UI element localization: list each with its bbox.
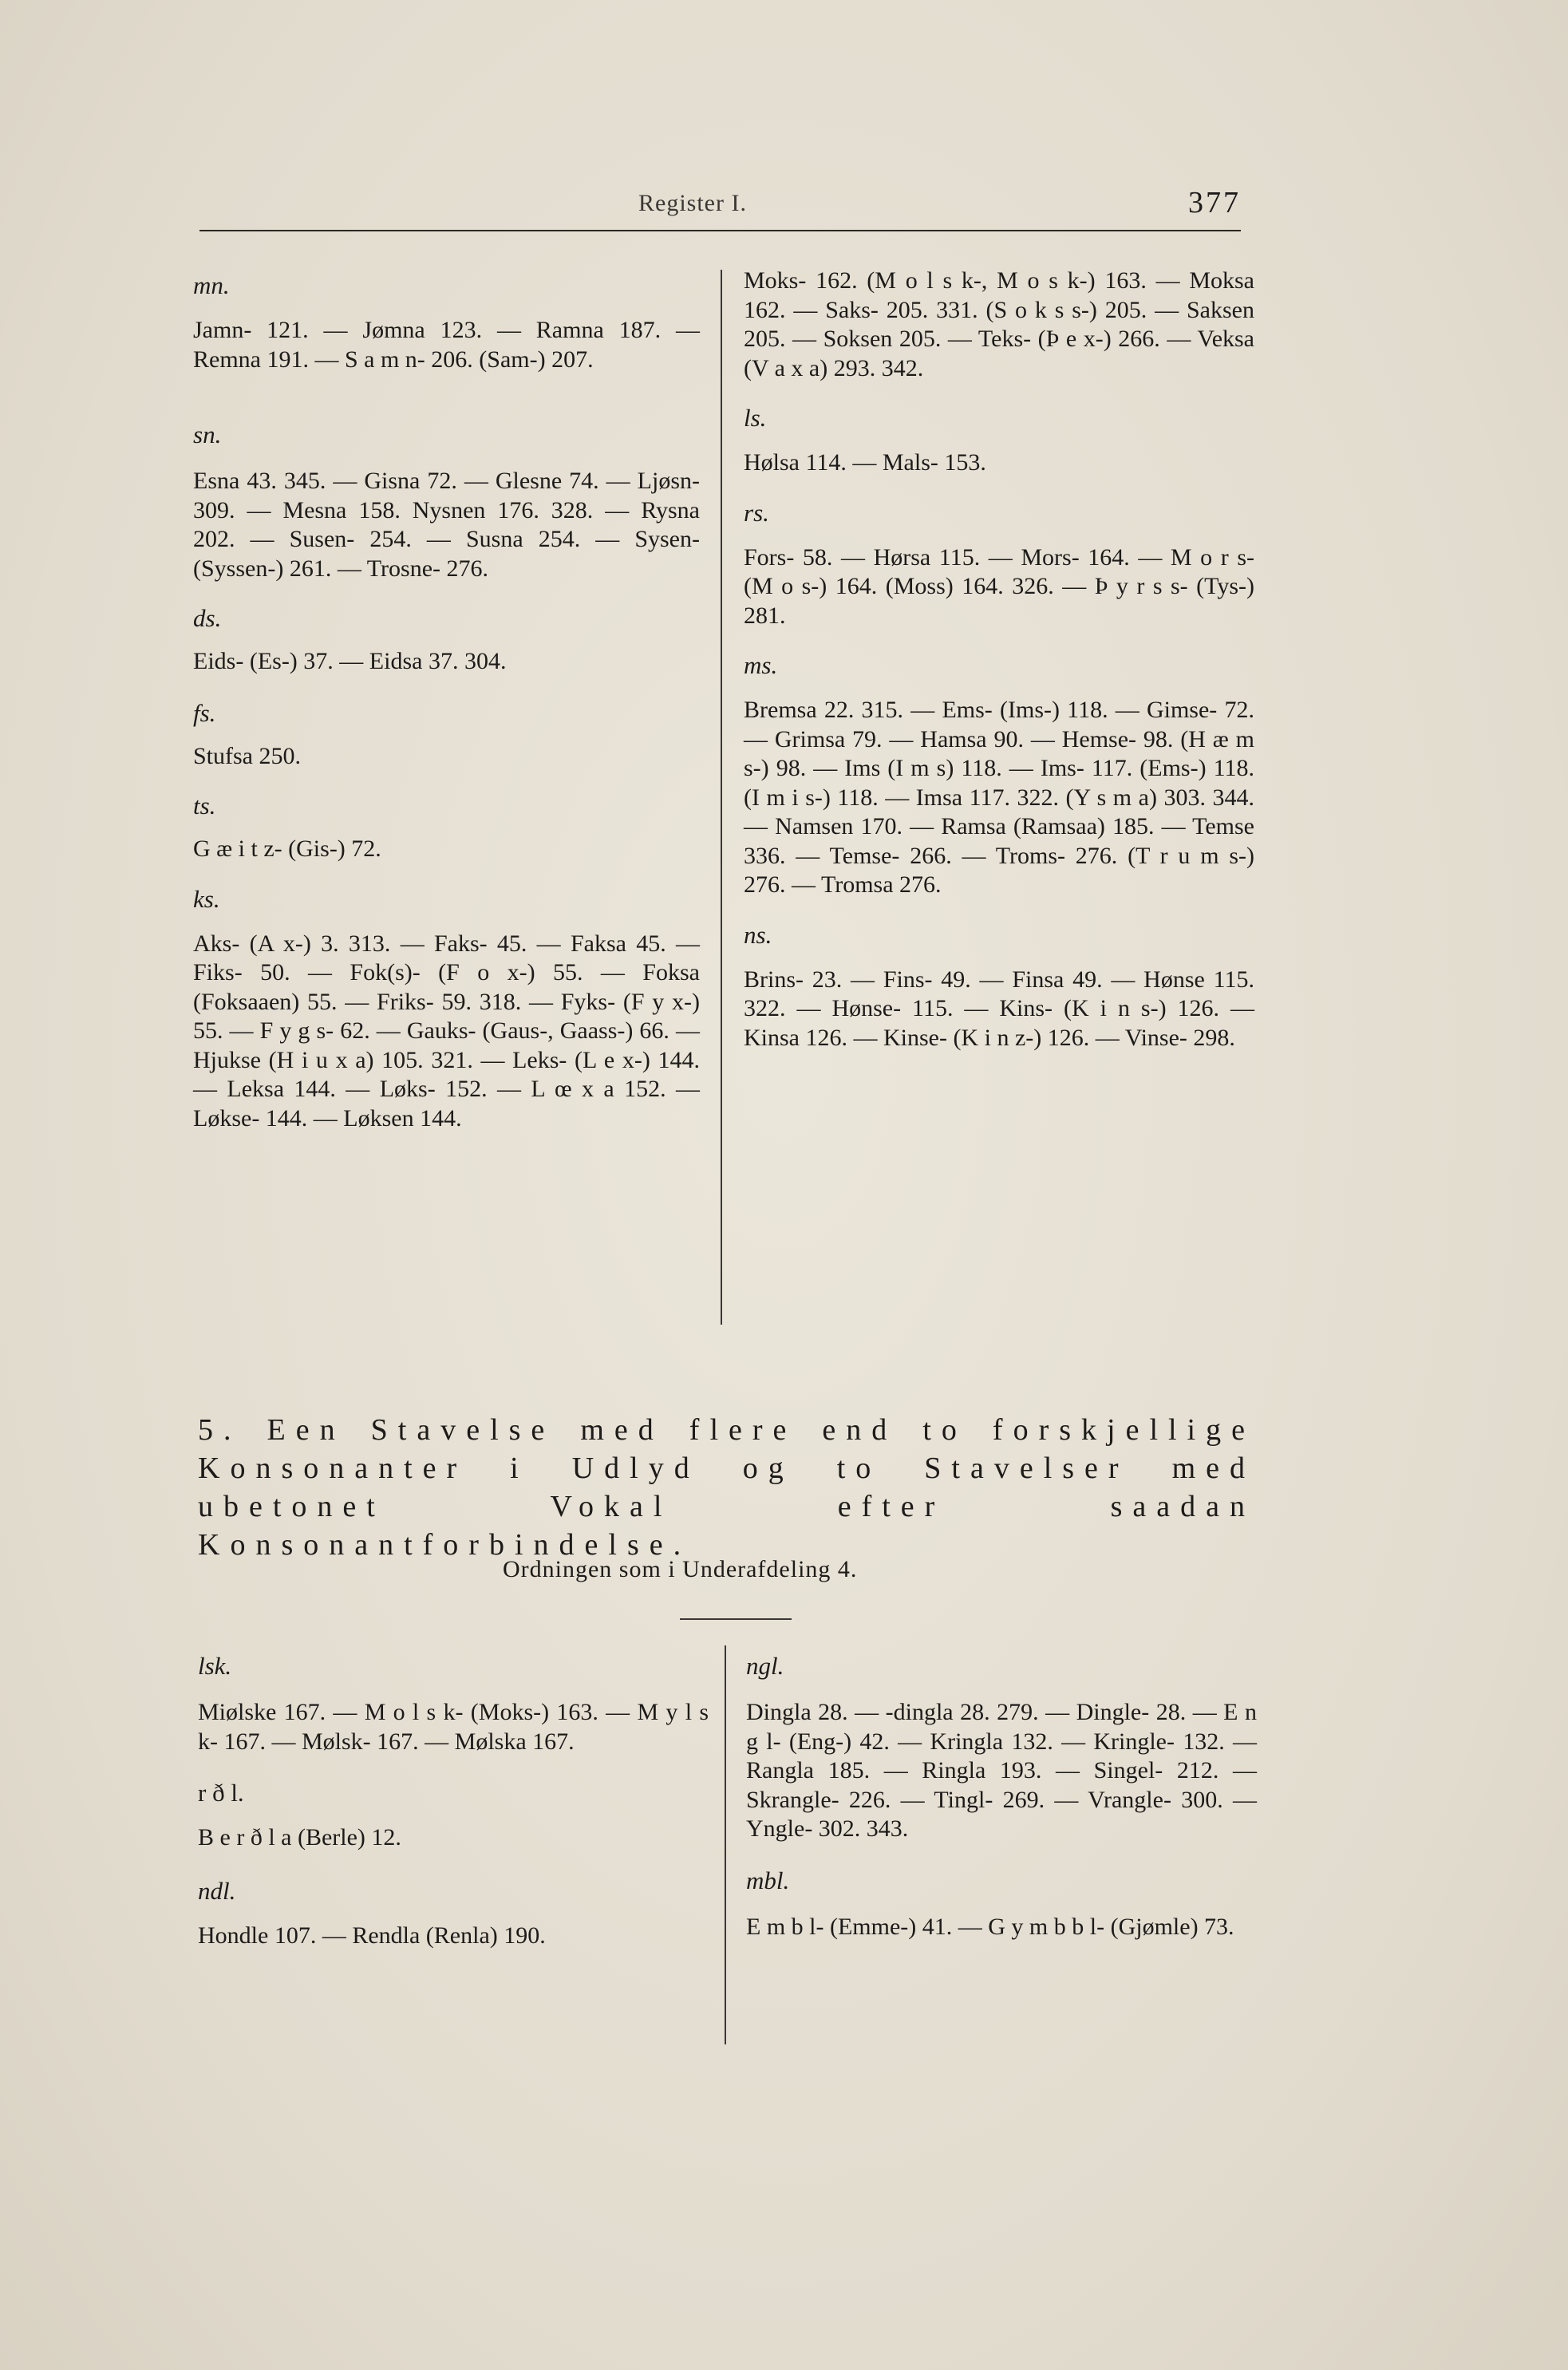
entry-group-rdl [198, 1779, 709, 1853]
group-entries: Fors- 58. — Hørsa 115. — Mors- 164. — M o r s- (M o s-) 164. (Moss) 164. 326. — Þ y r s s- (Tys-) 281. [744, 543, 1254, 629]
entry-group-ks-continued [744, 267, 1254, 383]
left-column-top [193, 271, 700, 1133]
section-note: Ordningen som i Underafdeling 4. [503, 1556, 858, 1582]
group-entries: Jamn- 121. — Jømna 123. — Ramna 187. — Remna 191. — S a m n- 206. (Sam-) 207. [193, 317, 700, 373]
entry-group-sn [193, 421, 700, 583]
group-entries: Hølsa 114. — Mals- 153. [744, 449, 986, 476]
entry-group-ks [193, 885, 700, 1134]
column-divider-top [721, 270, 722, 1325]
entry-group-ms [744, 651, 1254, 900]
section-heading: 5. Een Stavelse med flere end to forskjellige Konsonanter i Udlyd og to Stavelser med ubetonet Vokal efter saadan Konsonantforbindelse. [198, 1413, 1255, 1562]
column-divider-bottom [725, 1645, 726, 2044]
entry-group-mn [193, 271, 700, 374]
group-entries: Dingla 28. — -dingla 28. 279. — Dingle- 28. — E n g l- (Eng-) 42. — Kringla 132. — Kringle- 132. — Rangla 185. — Ringla 193. — Singel- 212. — Skrangle- 226. — Tingl- 269. — Vrangle- 300. — Yngle- 302. 343. [746, 1699, 1257, 1842]
group-entries: Esna 43. 345. — Gisna 72. — Glesne 74. — Ljøsn- 309. — Mesna 158. Nysnen 176. 328. — Rysna 202. — Susen- 254. — Susna 254. — Sysen- (Syssen-) 261. — Trosne- 276. [193, 468, 700, 582]
right-column-bottom [746, 1652, 1257, 1941]
group-entries: B e r ð l a (Berle) 12. [198, 1824, 401, 1851]
page-number: 377 [1188, 186, 1241, 219]
group-entries: Bremsa 22. 315. — Ems- (Ims-) 118. — Gimse- 72. — Grimsa 79. — Hamsa 90. — Hemse- 98. (H æ m s-) 98. — Ims (I m s) 118. — Ims- 117. (Ems-) 118. (I m i s-) 118. — Imsa 117. 322. (Y s m a) 303. 344. — Namsen 170. — Ramsa (Ramsaa) 185. — Temse 336. — Temse- 266. — Troms- 276. (T r u m s-) 276. — Tromsa 276. [744, 697, 1254, 898]
group-heading: lsk. [198, 1652, 232, 1680]
group-heading: r ð l. [198, 1779, 244, 1807]
entry-group-ndl [198, 1877, 709, 1951]
entry-group-ngl [746, 1652, 1257, 1844]
group-entries: G æ i t z- (Gis-) 72. [193, 835, 381, 862]
group-heading: ngl. [746, 1652, 784, 1680]
entry-group-fs [193, 699, 700, 772]
group-entries: Miølske 167. — M o l s k- (Moks-) 163. — M y l s k- 167. — Mølsk- 167. — Mølska 167. [198, 1699, 709, 1755]
group-entries: Hondle 107. — Rendla (Renla) 190. [198, 1922, 546, 1949]
group-entries: Eids- (Es-) 37. — Eidsa 37. 304. [193, 648, 507, 674]
group-entries: Brins- 23. — Fins- 49. — Finsa 49. — Hønse 115. 322. — Hønse- 115. — Kins- (K i n s-) 126. — Kinsa 126. — Kinse- (K i n z-) 126. — Vinse- 298. [744, 966, 1254, 1051]
group-entries: Aks- (A x-) 3. 313. — Faks- 45. — Faksa 45. — Fiks- 50. — Fok(s)- (F o x-) 55. — Foksa (Foksaaen) 55. — Friks- 59. 318. — Fyks- (F y x-) 55. — F y g s- 62. — Gauks- (Gaus-, Gaass-) 66. — Hjukse (H i u x a) 105. 321. — Leks- (L e x-) 144. — Leksa 144. — Løks- 152. — L œ x a 152. — Løkse- 144. — Løksen 144. [193, 930, 700, 1132]
group-heading: mbl. [746, 1866, 790, 1894]
running-title: Register I. [638, 190, 747, 216]
group-entries: Moks- 162. (M o l s k-, M o s k-) 163. — Moksa 162. — Saks- 205. 331. (S o k s s-) 205. — Saksen 205. — Soksen 205. — Teks- (Þ e x-) 266. — Veksa (V a x a) 293. 342. [744, 267, 1254, 381]
right-column-top [744, 267, 1254, 1053]
entry-group-lsk [198, 1652, 709, 1756]
group-heading: ls. [744, 404, 767, 432]
entry-group-rs [744, 499, 1254, 631]
group-heading: ks. [193, 884, 220, 913]
entry-group-ds [193, 604, 700, 677]
entry-group-mbl [746, 1866, 1257, 1942]
left-column-bottom [198, 1652, 709, 1950]
entry-group-ts [193, 792, 700, 864]
running-header [199, 185, 1241, 231]
group-heading: ns. [744, 920, 772, 949]
group-heading: ms. [744, 651, 778, 679]
group-heading: rs. [744, 498, 769, 527]
group-entries: E m b l- (Emme-) 41. — G y m b b l- (Gjømle) 73. [746, 1913, 1234, 1940]
group-heading: mn. [193, 271, 230, 299]
group-entries: Stufsa 250. [193, 742, 301, 769]
group-heading: ndl. [198, 1876, 236, 1905]
entry-group-ns [744, 921, 1254, 1053]
section-rule [680, 1618, 792, 1620]
group-heading: fs. [193, 698, 216, 727]
group-heading: sn. [193, 421, 222, 448]
entry-group-ls [744, 404, 1254, 478]
group-heading: ds. [193, 604, 222, 632]
group-heading: ts. [193, 792, 216, 820]
